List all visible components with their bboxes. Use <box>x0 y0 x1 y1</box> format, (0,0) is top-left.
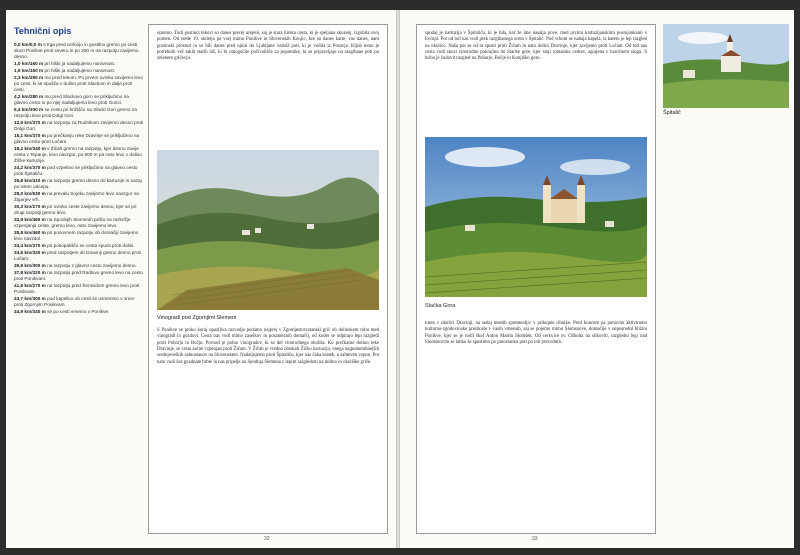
route-instruction: mo pred Slackovo goro se priključimo na glavno cesto in po njej nadaljujemo levo proti Gorici. <box>14 94 129 105</box>
route-entry <box>14 243 144 249</box>
route-distance: 37,8 km/320 m <box>14 270 46 275</box>
route-distance: 28,0 km/530 m <box>14 191 46 196</box>
church-photo <box>425 137 647 297</box>
route-distance: 15,1 km/370 m <box>14 133 46 138</box>
route-distance: 30,3 km/270 m <box>14 204 46 209</box>
route-instruction: po prečkanju reke Dravinje se priključimo na glavno cesto proti Ločam. <box>14 133 140 144</box>
route-instruction: v Žičah gremo na razpotju, kjer desno zavije cesta v Tepanje, levo navzgor, po 800 m pa nato levo v dolino Žičke kartuzije. <box>14 146 142 163</box>
route-instruction: pri hiški ja nadaljujemo naravnost. <box>43 68 116 73</box>
route-instruction: pod kapelico ob cesti se usmerimo v smer proti Zgornjim Ponikvam. <box>14 296 135 307</box>
route-instruction: pod vzpetino se priključimo na glavno cesto proti Špitaliču. <box>14 165 138 176</box>
column-text-bottom <box>157 328 379 366</box>
column-text-bottom <box>425 321 647 346</box>
route-entry <box>14 263 144 269</box>
route-distance: 0,0 km/0,0 m <box>14 42 42 47</box>
route-entry <box>14 68 144 74</box>
route-distance: 35,8 km/460 m <box>14 230 46 235</box>
route-entry <box>14 42 144 60</box>
route-instruction: se cestu pri križišču na Slacki Gori gremo na razpotju levo proti Dolgi Gori. <box>14 107 137 118</box>
route-distance: 33,9 km/460 m <box>14 217 46 222</box>
paragraph: opremo. Tudi gostinci tekoví so danes precej urejeni, saj je stara ilirska cesta, ki je speljana skozenj, izgubila svoj pomen. Od srede 19. stoletja po vsej mimo Ponikve in Slovenskih Konjic, kot so danes karte, vas danes, nam gostinski prostori in so bili danes pred njimi do Ljubljane vzdolž poti, ki je vodila iz Posavja. Kljub temu je potrebnih več takih starih hiš, ki bi omogočile počivališče za popotnike, ki se pripravljajo na razgibane poti po zelenem gričevju. <box>157 31 379 62</box>
book-spread <box>6 10 794 548</box>
sidebar-title: Tehnični opis <box>14 26 72 36</box>
route-distance: 36,9 km/300 m <box>14 263 46 268</box>
route-instruction: na razpotju gremo desno do kartuzije in nazaj po istem odcepu. <box>14 178 142 189</box>
route-distance: 2,3 km/290 m <box>14 75 44 80</box>
route-entry <box>14 296 144 308</box>
route-entry <box>14 120 144 132</box>
text-column-left <box>148 24 388 534</box>
route-instruction: pri pokopališču se cesta spusti proti dolini. <box>45 243 135 248</box>
column-text-top <box>157 31 379 63</box>
route-distance: 34,5 km/320 m <box>14 250 46 255</box>
route-instruction: na razpotju za Rudnikom zavijemo desno proti Dolgi Gori. <box>14 120 144 131</box>
route-distance: 4,2 km/280 m <box>14 94 44 99</box>
route-instruction: pri ovinku ceste zavijemo desno, kjer se pri drugi razpotji gremo levo. <box>14 204 137 215</box>
route-distance: 1,0 km/160 m <box>14 61 44 66</box>
route-instruction: na razpotju z glavno cesto zavijemo desno. <box>45 263 137 268</box>
route-entry <box>14 61 144 67</box>
route-entry <box>14 133 144 145</box>
route-instruction: na prevalu Sojeku zavijemo levo navzgor na Žigarjev vrh. <box>14 191 139 202</box>
text-column-right <box>416 24 656 534</box>
route-distance: 43,7 km/300 m <box>14 296 46 301</box>
route-entry <box>14 165 144 177</box>
route-entry <box>14 250 144 262</box>
page-number-right: 33 <box>532 536 538 542</box>
column-text-top <box>425 31 647 63</box>
route-distance: 24,2 km/370 m <box>14 165 46 170</box>
route-instruction: na razpotju pred Šentvidom gremo levo proti Ponikvam. <box>14 283 140 294</box>
route-instruction: pri ponovnem razpotju ob domačiji zavijemo levo navzdol. <box>14 230 139 241</box>
spitalic-photo <box>663 24 789 108</box>
route-distance: 25,8 km/410 m <box>14 178 46 183</box>
route-distance: 1,9 km/160 m <box>14 68 44 73</box>
side-photo-caption: Špitalič <box>663 110 681 116</box>
route-entry <box>14 270 144 282</box>
route-distance: 12,5 km/370 m <box>14 120 46 125</box>
route-entry <box>14 283 144 295</box>
route-distance: 44,9 km/340 m <box>14 309 46 314</box>
photo-caption-left: Vinogradi pod Zgornjimi Slemeni <box>157 315 237 321</box>
route-entry <box>14 94 144 106</box>
route-entry <box>14 230 144 242</box>
route-instruction: mo pred tekom. Po prvem ovinku zavijemo levo po cesti, ki se spušča v dolino proti Slackom in dalje proti cesti. <box>14 75 143 92</box>
left-page <box>6 10 396 548</box>
route-entry <box>14 75 144 93</box>
route-entries <box>14 42 144 315</box>
route-entry <box>14 107 144 119</box>
route-entry <box>14 204 144 216</box>
page-number-left: 32 <box>264 536 270 542</box>
route-entry <box>14 217 144 229</box>
photo-caption-right: Slačka Gora <box>425 303 456 309</box>
route-entry <box>14 178 144 190</box>
paragraph: S Ponikve se proko koraj opazljiva razvodja podamo najprej v Zgornjestovrstanski grič ob dolinskem robu med vinogradi in gozdovi. Cesta nas vodi mimo zaselkov in posameznih domačij, od koder se odpirajo lepi razgledi proti Pohorju in Bočju. Povsod je polno vinogradov, ki so del vinorodnega okoliša. Ko prečkamo dolino reke Dravinje, se cesta začne vzpenjati proti Žičam. V Žičah je vredno obiskati Žičko kartuzijo, enega najpomembnejših srednjeveških samostanov na Slovenskem. Nadaljujemo proti Špitaliču, kjer nas čaka kratek, a zahteven vzpon. Pot nato vodi čez gozdnate hrbte in nas pripelje na Spodnja Slemena z lepim razgledom na dolino in okoliške griče. <box>157 328 379 365</box>
route-entry <box>14 309 144 315</box>
paragraph: spodaj je kartuzija v Špitaliču, ki je bila, kot že ime nasalja pove, med prvimi kartuzijanskimi postojankami v Evropi. Pot od tod nas vodi prek razgibanega sveta v Špitalič. Pod vrhom se nahaja kapela, iz katere je lep razgled na okolico. Naša pot se od tu spusti proti Žičam in nato dolini Dravinje, kjer zavijemo proti Ločam. Od tod nas cesta vodi skozi vinorodno pokrajino do Slacke gore, kjer stoji romarska cerkev, zgrajena v baročnem slogu. S hriba je čudovit razgled na Pohorje, Bočje in Konjiško goro. <box>425 31 647 62</box>
route-instruction: pri hiški ja nadaljujemo naravnost. <box>43 61 116 66</box>
route-instruction: se po cesti vrnemo v Ponikve. <box>45 309 110 314</box>
vineyard-photo <box>157 150 379 310</box>
route-instruction: na razpotju pred Radlovo gremo levo na cesto proti Ponikvam. <box>14 270 143 281</box>
route-entry <box>14 146 144 164</box>
route-entry <box>14 191 144 203</box>
technical-description <box>14 26 144 316</box>
route-instruction: pred razpotjem ob Dravinji gremo desno proti Ločam. <box>14 250 141 261</box>
route-instruction: na Spodnjih Slemenih prišlo na razkrižje vzpenjanja ceste, gremo levo, nato zavijemo levo. <box>14 217 131 228</box>
route-distance: 41,6 km/270 m <box>14 283 46 288</box>
paragraph: turen v okolici Dravinji, na sedaj mestih spremenljiv v prikupne ribnike. Pred koncem pa ponovno aktiviramo kulturno-zgodovinske preizkuše v vasih vmesnih, saj se pojemo mimo Slomsnove, domačije v neposredni bližini Ponikve, kjer se je rodil škof Anton Martin Slomšek. Od cerkvice sv. Ožbolta na slikoviti, razgledni legi nad Slomsnovim se lahko še spustimo po preostanku poti po toh prevodnih. <box>425 321 647 346</box>
route-distance: 33,4 km/370 m <box>14 243 46 248</box>
right-page <box>400 10 794 548</box>
route-distance: 6,4 km/300 m <box>14 107 44 112</box>
route-distance: 18,2 km/340 m <box>14 146 46 151</box>
route-instruction: s trga pred cerkvijo in gostilno gremo po cesti skozi Ponikve proti severu in po 200 m na razpotju zavijemo desno. <box>14 42 139 59</box>
